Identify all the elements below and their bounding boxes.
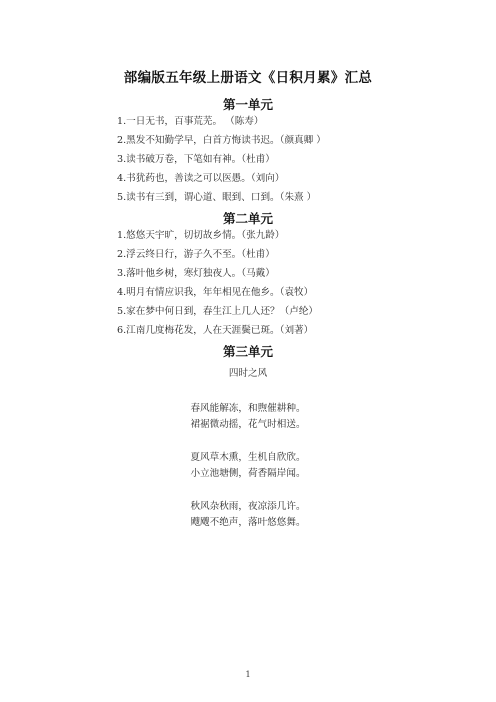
page-title: 部编版五年级上册语文《日积月累》汇总 <box>123 70 373 86</box>
poem-body <box>0 401 496 531</box>
page-number: 1 <box>245 670 251 679</box>
poem-title: 四时之风 <box>228 368 268 379</box>
unit1-heading: 第一单元 <box>222 97 273 112</box>
unit3-heading: 第三单元 <box>222 344 273 359</box>
unit2-heading: 第二单元 <box>222 211 273 226</box>
poem-line: 秋风杂秋雨，夜凉添几许。 <box>190 501 306 512</box>
poem-line: 小立池塘侧，荷香隔岸闻。 <box>190 468 306 479</box>
list-item: 6.江南几度梅花发，人在天涯鬓已斑。（刘著） <box>117 325 314 336</box>
stanza-gap <box>0 482 496 499</box>
list-item: 3.落叶他乡树，寒灯独夜人。（马戴） <box>117 268 275 279</box>
stanza-gap <box>0 433 496 450</box>
list-item: 1.一日无书，百事荒芜。 （陈寿） <box>117 116 264 127</box>
list-item: 5.读书有三到，谓心道、眼到、口到。（朱熹 ） <box>117 192 317 203</box>
list-item: 1.悠悠天宇旷，切切故乡情。（张九龄） <box>117 230 285 241</box>
poem-line: 夏风草木熏，生机自欣欣。 <box>190 452 306 463</box>
list-item: 2.浮云终日行，游子久不至。（杜甫） <box>117 249 275 260</box>
list-item: 4.书犹药也，善读之可以医愚。（刘向） <box>117 173 285 184</box>
poem-line: 飕飕不绝声，落叶悠悠舞。 <box>190 517 306 528</box>
list-item: 5.家在梦中何日到，春生江上几人还？（卢纶） <box>117 306 319 317</box>
list-item: 4.明月有情应识我，年年相见在他乡。（袁牧） <box>117 287 314 298</box>
list-item: 2.黑发不知勤学早，白首方悔读书迟。（颜真卿 ） <box>117 135 326 146</box>
poem-line: 裙裾微动摇，花气时相送。 <box>190 419 306 430</box>
unit1-list <box>117 112 326 207</box>
unit2-list <box>117 226 318 340</box>
list-item: 3.读书破万卷，下笔如有神。（杜甫） <box>117 154 275 165</box>
poem-line: 春风能解冻，和煦催耕种。 <box>190 403 306 414</box>
